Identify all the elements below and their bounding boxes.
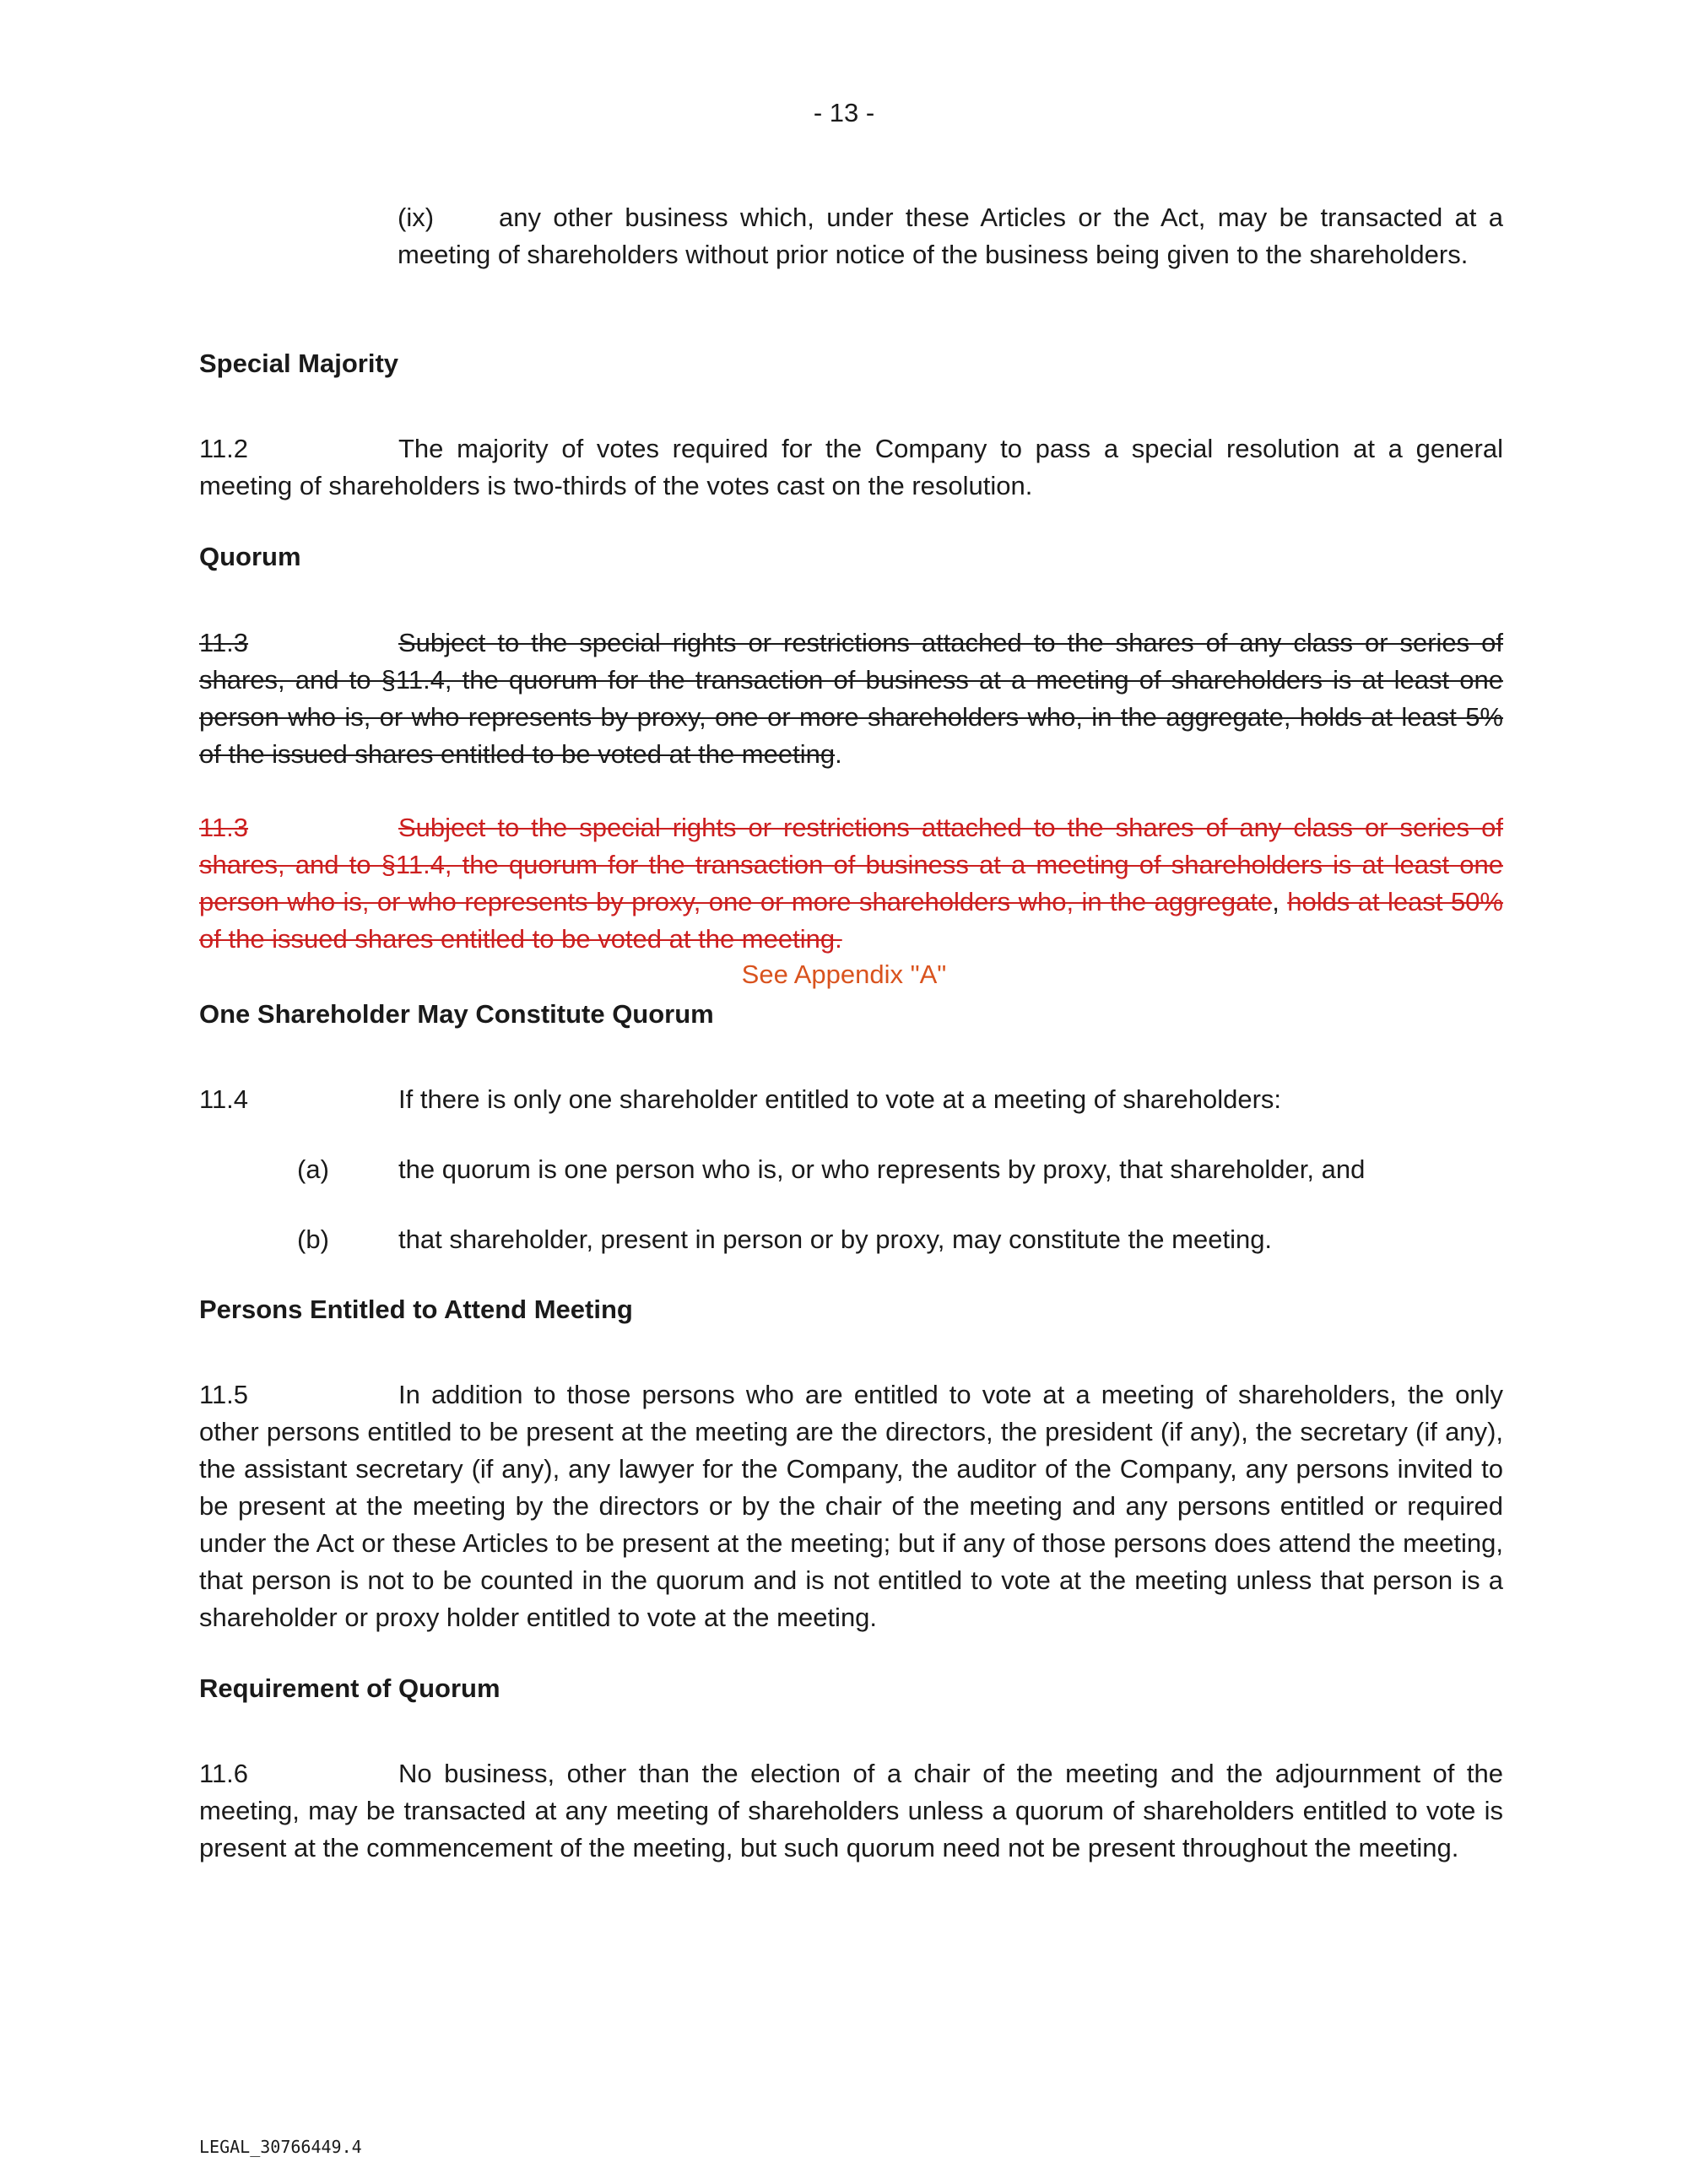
section-11-6-text: No business, other than the election of a chair of the meeting and the adjournment of the meeting, may be transacted at any meeting of shareholders unless a quorum of shareholders entitled to vote is present at the commencement of the meeting, but such quorum need not be present throughout the meeting. [199, 1759, 1503, 1862]
list-item [297, 1151, 1503, 1188]
section-11-5-number: 11.5 [199, 1380, 249, 1409]
section-11-3-deleted-first [199, 624, 1503, 773]
list-item-text: that shareholder, present in person or by proxy, may constitute the meeting. [398, 1224, 1273, 1254]
section-11-3-number-deleted: 11.3 [199, 628, 249, 657]
section-11-2 [199, 430, 1503, 505]
page-number: - 13 - [813, 98, 875, 127]
list-item-label: (b) [297, 1224, 329, 1254]
section-11-2-text: The majority of votes required for the Company to pass a special resolution at a general meeting of shareholders is two-thirds of the votes cast on the resolution. [199, 434, 1503, 500]
section-11-3-text-deleted-2b: holds at least 50% of the issued shares entitled to be voted at the meeting. [199, 887, 1503, 954]
section-11-2-number: 11.2 [199, 434, 249, 463]
section-11-3-text-deleted: Subject to the special rights or restrictions attached to the shares of any class or series of shares, and to §11.4, the quorum for the transaction of business at a meeting of shareholders is at least one person who is, or who represents by proxy, one or more shareholders who, in the aggregate, holds at least 5% of the issued shares entitled to be voted at the meeting [199, 628, 1503, 769]
item-ix [398, 199, 1503, 273]
appendix-note: See Appendix "A" [741, 960, 947, 989]
item-ix-label: (ix) [398, 203, 435, 232]
document-id-footer: LEGAL_30766449.4 [199, 2137, 362, 2157]
list-item-text: the quorum is one person who is, or who represents by proxy, that shareholder, and [398, 1154, 1366, 1184]
section-11-4 [199, 1081, 1503, 1118]
section-11-3-comma: , [1272, 887, 1280, 916]
heading-persons-entitled: Persons Entitled to Attend Meeting [199, 1295, 633, 1324]
section-11-3-tail: . [835, 739, 842, 769]
section-11-3-text-deleted-2a: Subject to the special rights or restrictions attached to the shares of any class or series of shares, and to §11.4, the quorum for the transaction of business at a meeting of shareholders is at least one person who is, or who represents by proxy, one or more shareholders who, in the aggregate [199, 813, 1503, 916]
section-11-3-deleted-second [199, 809, 1503, 958]
heading-quorum: Quorum [199, 542, 301, 571]
section-11-5 [199, 1376, 1503, 1636]
heading-special-majority: Special Majority [199, 349, 399, 378]
section-11-4-number: 11.4 [199, 1084, 249, 1114]
section-11-6 [199, 1755, 1503, 1867]
list-item [297, 1221, 1503, 1258]
section-11-6-number: 11.6 [199, 1759, 249, 1788]
list-item-label: (a) [297, 1154, 329, 1184]
section-11-4-text: If there is only one shareholder entitled to vote at a meeting of shareholders: [398, 1084, 1282, 1114]
section-11-5-text: In addition to those persons who are entitled to vote at a meeting of shareholders, the only other persons entitled to be present at the meeting are the directors, the president (if any), the secretary (if any), the assistant secretary (if any), any lawyer for the Company, the auditor of the Company, any persons invited to be present at the meeting by the directors or by the chair of the meeting and any persons entitled or required under the Act or these Articles to be present at the meeting; but if any of those persons does attend the meeting, that person is not to be counted in the quorum and is not entitled to vote at the meeting unless that person is a shareholder or proxy holder entitled to vote at the meeting. [199, 1380, 1503, 1632]
heading-requirement-of-quorum: Requirement of Quorum [199, 1673, 500, 1703]
section-11-3-number-deleted-2: 11.3 [199, 813, 249, 842]
item-ix-text: any other business which, under these Articles or the Act, may be transacted at a meeting of shareholders without prior notice of the business being given to the shareholders. [398, 203, 1503, 269]
heading-one-shareholder: One Shareholder May Constitute Quorum [199, 999, 714, 1029]
